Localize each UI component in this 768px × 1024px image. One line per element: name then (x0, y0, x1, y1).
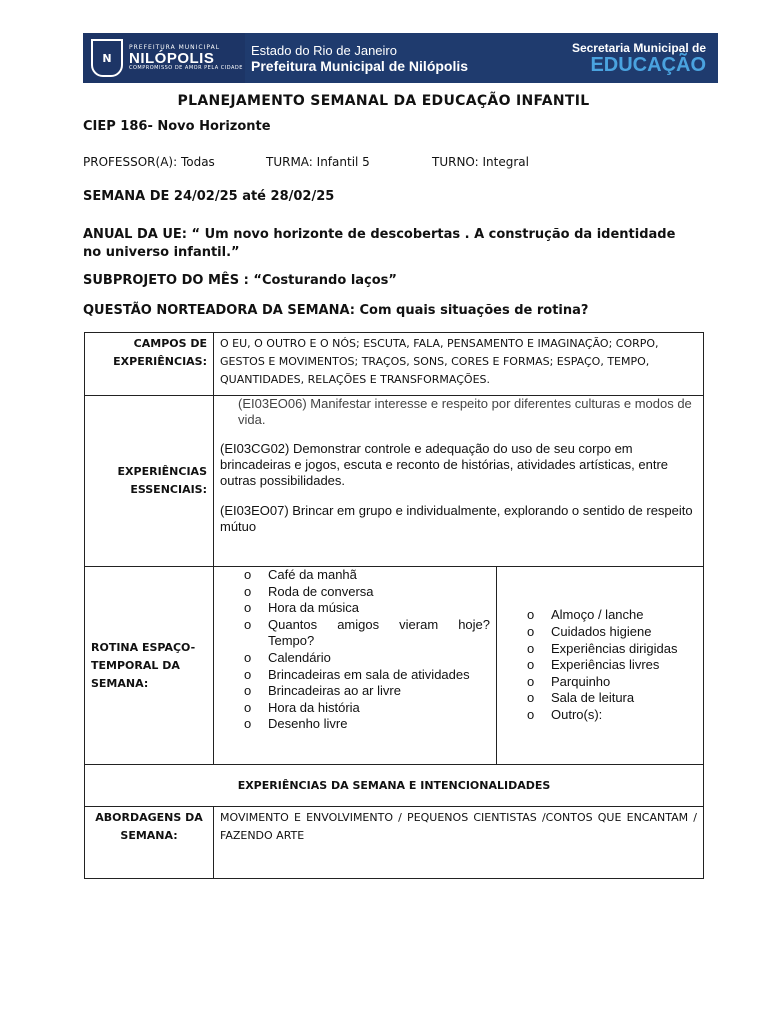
essenciais-content (214, 396, 704, 567)
list-item: o Hora da música (244, 600, 490, 617)
rotina-left-cell (214, 567, 497, 765)
ess-item-2: (EI03CG02) Demonstrar controle e adequação do uso de seu corpo em brincadeiras e jogos, escuta e reconto de histórias, atividades artísticas, entre outras possibilidades. (220, 441, 669, 488)
list-item: o Outro(s): (527, 707, 703, 724)
subproject-value: : “Costurando laços” (243, 273, 397, 288)
rotina-label: ROTINA ESPAÇO-TEMPORAL DA SEMANA: (85, 567, 214, 765)
list-item: o Desenho livre (244, 716, 490, 733)
educacao-label: EDUCAÇÃO (590, 54, 706, 76)
professor-field: PROFESSOR(A): Todas (83, 155, 215, 169)
ess-item-3: (EI03EO07) Brincar em grupo e individualmente, explorando o sentido de respeito mútuo (220, 503, 693, 534)
list-item: o Brincadeiras ao ar livre (244, 683, 490, 700)
list-item: o Almoço / lanche (527, 607, 703, 624)
rotina-left-list (244, 567, 490, 733)
list-item: o Experiências livres (527, 657, 703, 674)
secretaria-name: Secretaria Municipal de (571, 41, 706, 55)
list-item: o Experiências dirigidas (527, 641, 703, 658)
rotina-right-cell (497, 567, 704, 765)
header-banner (83, 33, 718, 83)
campos-label: CAMPOS DE EXPERIÊNCIAS: (85, 333, 214, 396)
gov-block (245, 33, 551, 83)
list-item: o Parquinho (527, 674, 703, 691)
annual-theme: ANUAL DA UE: “ Um novo horizonte de descobertas . A construção da identidade no universo infantil.” (83, 227, 676, 260)
table-row (85, 765, 704, 807)
campos-text: O EU, O OUTRO E O NÓS; ESCUTA, FALA, PENSAMENTO E IMAGINAÇÃO; CORPO, GESTOS E MOVIMENTOS; TRAÇOS, SONS, CORES E FORMAS; ESPAÇO, TEMPO, QUANTIDADES, RELAÇÕES E TRANSFORMAÇÕES. (214, 333, 704, 396)
list-item: o Roda de conversa (244, 584, 490, 601)
guiding-question: QUESTÃO NORTEADORA DA SEMANA: Com quais situações de rotina? (83, 303, 589, 318)
school-name: CIEP 186- Novo Horizonte (83, 119, 271, 134)
week-range: SEMANA DE 24/02/25 até 28/02/25 (83, 189, 335, 204)
prefeitura-name: Prefeitura Municipal de Nilópolis (251, 57, 469, 74)
list-item: o Quantos amigos vieram hoje? Tempo? (244, 617, 490, 650)
city-name: NILÓPOLIS (129, 50, 215, 67)
essenciais-label: EXPERIÊNCIAS ESSENCIAIS: (85, 396, 214, 567)
turma-field: TURMA: Infantil 5 (266, 155, 370, 169)
table-row (85, 396, 704, 567)
city-brand (129, 45, 243, 71)
list-item: o Hora da história (244, 700, 490, 717)
table-row (85, 333, 704, 396)
subproject (83, 273, 397, 288)
exp-semana-heading: EXPERIÊNCIAS DA SEMANA E INTENCIONALIDADES (85, 765, 704, 807)
ess-item-1: (EI03EO06) Manifestar interesse e respeito por diferentes culturas e modos de vida. (238, 396, 692, 427)
subproject-label: SUBPROJETO DO MÊS (83, 273, 240, 288)
list-item: o Cuidados higiene (527, 624, 703, 641)
city-seal-icon: N (91, 39, 123, 77)
rotina-right-list (527, 607, 703, 723)
city-slogan: COMPROMISSO DE AMOR PELA CIDADE (129, 65, 243, 71)
list-item: o Brincadeiras em sala de atividades (244, 667, 490, 684)
secretaria-block (551, 33, 718, 83)
planning-table (84, 332, 704, 879)
turno-field: TURNO: Integral (432, 155, 529, 169)
city-logo (83, 33, 245, 83)
list-item: o Sala de leitura (527, 690, 703, 707)
list-item: o Café da manhã (244, 567, 490, 584)
page-title: PLANEJAMENTO SEMANAL DA EDUCAÇÃO INFANTIL (177, 93, 590, 109)
table-row (85, 807, 704, 879)
state-name: Estado do Rio de Janeiro (251, 42, 397, 58)
abordagens-label: ABORDAGENS DA SEMANA: (85, 807, 214, 879)
abordagens-text: MOVIMENTO E ENVOLVIMENTO / PEQUENOS CIENTISTAS /CONTOS QUE ENCANTAM / FAZENDO ARTE (214, 807, 704, 879)
list-item: o Calendário (244, 650, 490, 667)
pref-top: PREFEITURA MUNICIPAL (129, 44, 221, 51)
table-row (85, 567, 704, 765)
